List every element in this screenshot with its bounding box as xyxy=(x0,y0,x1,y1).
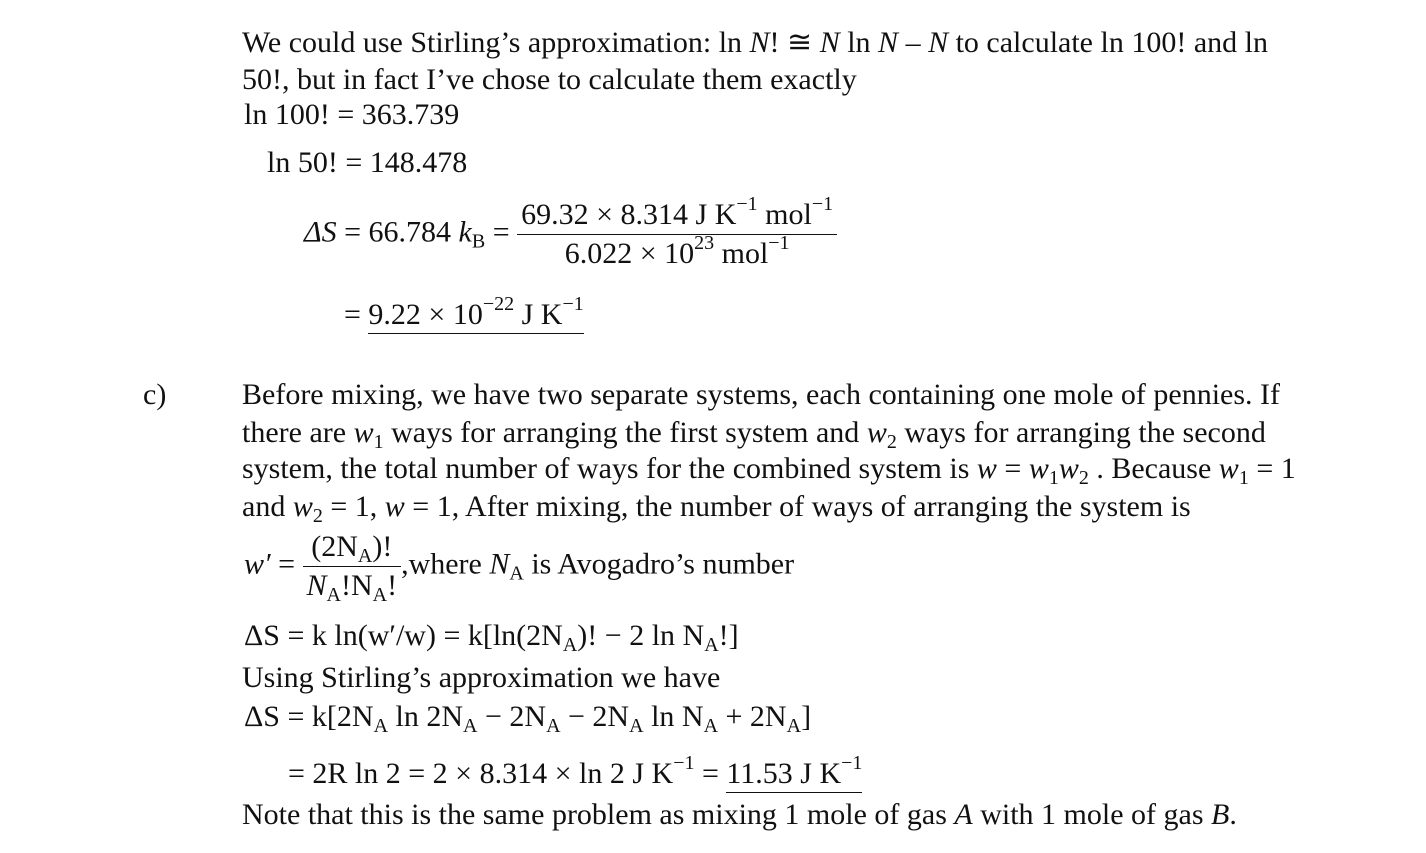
fraction-numerator xyxy=(303,530,402,567)
deltaS-symbol: ΔS xyxy=(304,215,337,249)
var-A: A xyxy=(954,798,973,831)
var-N: N xyxy=(878,26,899,59)
deltaS-ln-equation xyxy=(244,619,739,656)
using-stirling-line: Using Stirling’s approximation we have xyxy=(242,661,721,694)
text: 11.53 J K xyxy=(726,757,842,790)
text: ΔS = k[2N xyxy=(244,700,374,733)
var-w: w xyxy=(976,452,997,485)
subscript: 2 xyxy=(1078,467,1089,489)
fraction-denominator xyxy=(517,232,837,271)
fraction xyxy=(303,530,402,606)
stirling-expansion-equation xyxy=(244,700,812,737)
text: − 2N xyxy=(477,700,547,733)
text: mol xyxy=(714,237,769,270)
subscript: 1 xyxy=(373,431,384,453)
var-w: w xyxy=(384,490,405,523)
text: . Because xyxy=(1088,452,1219,485)
subscript: A xyxy=(629,715,644,737)
fraction-denominator xyxy=(303,567,402,606)
subscript: A xyxy=(562,634,578,656)
superscript: −22 xyxy=(482,293,515,315)
text: ln N xyxy=(643,700,704,733)
text: ways for arranging the second xyxy=(896,416,1266,449)
text: )! xyxy=(372,530,393,563)
var-B: B xyxy=(1211,798,1230,831)
superscript: −1 xyxy=(736,193,758,215)
text: 9.22 × 10 xyxy=(368,298,483,331)
subscript: A xyxy=(463,715,478,737)
deltaS-result xyxy=(344,293,584,332)
var-N: N xyxy=(928,26,949,59)
text: . xyxy=(1229,798,1237,831)
text: !] xyxy=(718,619,739,652)
var-wprime: w′ xyxy=(244,547,271,581)
subscript: B xyxy=(471,230,486,253)
text: = 2R ln 2 = 2 × 8.314 × ln 2 J K xyxy=(288,757,674,790)
text: = 1, After mixing, the number of ways of arranging the system is xyxy=(404,490,1191,523)
stirling-intro-line1 xyxy=(242,26,1268,60)
subscript: A xyxy=(373,715,389,737)
text: 6.022 × 10 xyxy=(564,237,695,270)
text: ! ≅ xyxy=(769,26,820,59)
text: ln 2N xyxy=(388,700,464,733)
var-N: N xyxy=(306,569,327,602)
superscript: −1 xyxy=(562,293,584,315)
var-w: w xyxy=(866,416,887,449)
subscript: 1 xyxy=(1238,467,1249,489)
subscript: A xyxy=(357,545,373,567)
var-w: w xyxy=(292,490,313,523)
text: ,where xyxy=(401,547,490,581)
superscript: −1 xyxy=(841,752,863,774)
stirling-intro-line2: 50!, but in fact I’ve chose to calculate them exactly xyxy=(242,63,857,96)
text: is Avogadro’s number xyxy=(523,547,795,581)
note-line xyxy=(242,798,1237,832)
text: ways for arranging the first system and xyxy=(383,416,867,449)
part-c-line4 xyxy=(242,490,1191,527)
text: 69.32 × 8.314 J K xyxy=(521,198,737,231)
text: Note that this is the same problem as mixing 1 mole of gas xyxy=(242,798,955,831)
text: – xyxy=(898,26,929,59)
fraction xyxy=(517,193,837,271)
wprime-equation xyxy=(244,530,795,606)
text: ΔS = k ln(w′/w) = k[ln(2N xyxy=(244,619,563,652)
underlined-result xyxy=(726,752,863,793)
text: − 2N xyxy=(560,700,630,733)
var-N: N xyxy=(489,547,510,581)
text: with 1 mole of gas xyxy=(972,798,1212,831)
text: there are xyxy=(242,416,354,449)
text: and xyxy=(242,490,293,523)
text: ] xyxy=(801,700,812,733)
subscript: A xyxy=(786,715,802,737)
text: to calculate ln 100! and ln xyxy=(948,26,1268,59)
superscript: 23 xyxy=(694,232,715,254)
final-result-equation xyxy=(288,752,863,791)
subscript: A xyxy=(372,584,388,606)
var-w: w xyxy=(1028,452,1049,485)
var-N: N xyxy=(819,26,840,59)
subscript: 2 xyxy=(886,431,897,453)
subscript: A xyxy=(703,715,719,737)
var-w: w xyxy=(1058,452,1079,485)
subscript: A xyxy=(704,634,719,656)
text: ln xyxy=(839,26,879,59)
text: J K xyxy=(514,298,563,331)
text: = xyxy=(996,452,1029,485)
subscript: 1 xyxy=(1048,467,1059,489)
part-c-line2 xyxy=(242,416,1266,453)
subscript: 2 xyxy=(312,505,323,527)
text: !N xyxy=(340,569,373,602)
text: system, the total number of ways for the combined system is xyxy=(242,452,977,485)
text: = xyxy=(694,757,727,790)
text: = xyxy=(485,215,518,249)
subscript: A xyxy=(509,562,524,585)
text: = 1 xyxy=(1248,452,1296,485)
text: = xyxy=(270,547,303,581)
text: We could use Stirling’s approximation: ln xyxy=(242,26,750,59)
subscript: A xyxy=(326,584,341,606)
superscript: −1 xyxy=(673,752,695,774)
text: = xyxy=(344,298,369,331)
var-w: w xyxy=(353,416,374,449)
text: )! − 2 ln N xyxy=(577,619,705,652)
ln50-equation: ln 50! = 148.478 xyxy=(267,146,468,179)
text: = 66.784 xyxy=(336,215,459,249)
var-N: N xyxy=(749,26,770,59)
fraction-numerator xyxy=(517,193,837,235)
text: (2N xyxy=(311,530,358,563)
superscript: −1 xyxy=(768,232,790,254)
var-w: w xyxy=(1218,452,1239,485)
text: = 1, xyxy=(322,490,385,523)
part-c-line3 xyxy=(242,452,1296,489)
ln100-equation: ln 100! = 363.739 xyxy=(244,98,460,131)
text: + 2N xyxy=(718,700,787,733)
subscript: A xyxy=(546,715,561,737)
part-c-label: c) xyxy=(143,378,167,411)
part-c-line1: Before mixing, we have two separate systems, each containing one mole of pennies. If xyxy=(242,378,1281,411)
deltaS-fraction-equation xyxy=(304,193,837,271)
text: mol xyxy=(757,198,812,231)
superscript: −1 xyxy=(811,193,834,215)
underlined-result xyxy=(368,293,584,334)
text: ! xyxy=(387,569,398,602)
var-k: k xyxy=(458,215,472,249)
